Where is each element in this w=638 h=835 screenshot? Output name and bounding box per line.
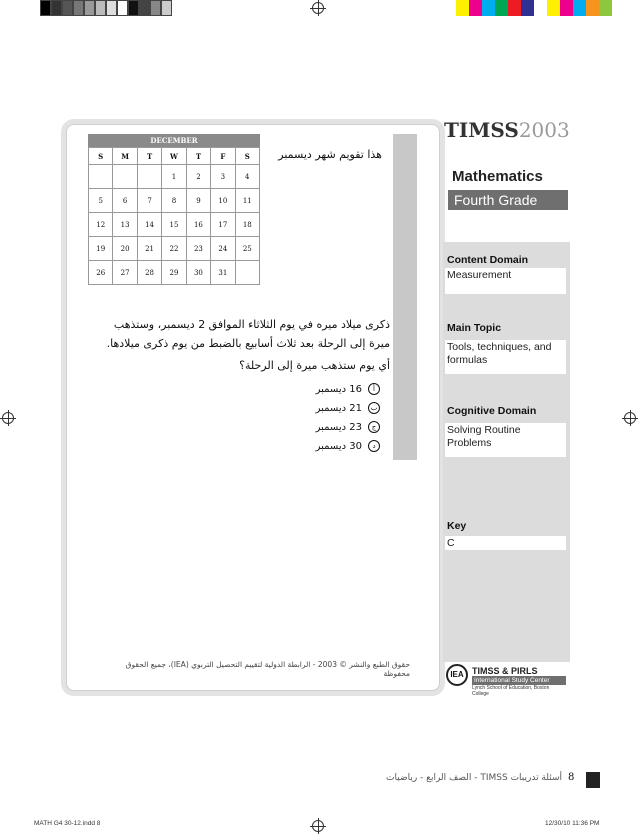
calendar-grid bbox=[88, 147, 260, 285]
registration-mark-icon bbox=[312, 820, 324, 832]
main-topic-value: Tools, techniques, and formulas bbox=[445, 340, 566, 374]
question-prompt: هذا تقويم شهر ديسمبر bbox=[278, 148, 382, 161]
calendar-date: 1 bbox=[162, 165, 186, 189]
timss-year: 2003 bbox=[518, 118, 570, 142]
calendar-date: 29 bbox=[162, 261, 186, 285]
calendar-date: 5 bbox=[89, 189, 113, 213]
grayscale-swatch bbox=[117, 0, 128, 16]
study-center-logo bbox=[472, 666, 566, 697]
calendar-date: 19 bbox=[89, 237, 113, 261]
calendar-day-name: T bbox=[138, 148, 162, 165]
grayscale-swatch bbox=[139, 0, 150, 16]
calendar-date: 22 bbox=[162, 237, 186, 261]
calendar-date: 13 bbox=[113, 213, 137, 237]
calendar-date: 8 bbox=[162, 189, 186, 213]
calendar-date: 26 bbox=[89, 261, 113, 285]
grayscale-swatch bbox=[128, 0, 139, 16]
calendar-date bbox=[236, 261, 260, 285]
calendar-date: 9 bbox=[187, 189, 211, 213]
calendar-date: 17 bbox=[211, 213, 235, 237]
main-topic-label: Main Topic bbox=[447, 322, 502, 334]
page-footer: أسئلة تدريبات TIMSS - الصف الرابع - رياضيات bbox=[386, 773, 562, 783]
timss-logo bbox=[444, 118, 570, 142]
color-swatch bbox=[456, 0, 469, 16]
grayscale-swatch bbox=[84, 0, 95, 16]
calendar-date: 15 bbox=[162, 213, 186, 237]
calendar-date: 3 bbox=[211, 165, 235, 189]
color-swatch bbox=[521, 0, 534, 16]
content-domain-label: Content Domain bbox=[447, 254, 529, 266]
calendar-date: 25 bbox=[236, 237, 260, 261]
calendar-day-name: T bbox=[187, 148, 211, 165]
calendar-month: DECEMBER bbox=[88, 134, 260, 147]
calendar-date: 12 bbox=[89, 213, 113, 237]
copyright-line: حقوق الطبع والنشر © 2003 - الرابطة الدولية لتقييم التحصيل التربوي (IEA)، جميع الحقوق محفوظة bbox=[125, 660, 410, 678]
color-swatch bbox=[599, 0, 612, 16]
calendar-date: 18 bbox=[236, 213, 260, 237]
registration-mark-icon bbox=[2, 412, 14, 424]
color-swatch bbox=[573, 0, 586, 16]
slug-file: MATH G4 30-12.indd 8 bbox=[34, 820, 101, 827]
grayscale-swatch bbox=[161, 0, 172, 16]
calendar-date: 10 bbox=[211, 189, 235, 213]
subject-title: Mathematics bbox=[452, 168, 543, 185]
calendar-date bbox=[138, 165, 162, 189]
registration-mark-icon bbox=[624, 412, 636, 424]
study-center-affiliation: Lynch School of Education, Boston College bbox=[472, 685, 550, 697]
calendar-day-name: W bbox=[162, 148, 186, 165]
timss-brand: TIMSS bbox=[444, 118, 519, 142]
calendar-date bbox=[89, 165, 113, 189]
iea-logo: IEA bbox=[446, 664, 468, 686]
option-text: 16 ديسمبر bbox=[315, 383, 362, 395]
option-marker: ج bbox=[368, 421, 380, 433]
grayscale-swatch bbox=[95, 0, 106, 16]
calendar-date: 30 bbox=[187, 261, 211, 285]
calendar-date: 20 bbox=[113, 237, 137, 261]
calendar-date bbox=[113, 165, 137, 189]
question-side-strip bbox=[393, 134, 417, 460]
question-body-line-1: ذكرى ميلاد ميره في يوم الثلاثاء الموافق 2 ديسمبر، وستذهب bbox=[113, 318, 390, 331]
calendar-date: 21 bbox=[138, 237, 162, 261]
grayscale-swatch bbox=[106, 0, 117, 16]
calendar-date: 4 bbox=[236, 165, 260, 189]
grayscale-swatch bbox=[150, 0, 161, 16]
registration-mark-icon bbox=[312, 2, 324, 14]
option-text: 23 ديسمبر bbox=[315, 421, 362, 433]
calendar-date: 7 bbox=[138, 189, 162, 213]
content-domain-value: Measurement bbox=[445, 268, 566, 294]
option-text: 21 ديسمبر bbox=[315, 402, 362, 414]
answer-option[interactable] bbox=[300, 439, 380, 453]
cognitive-domain-value: Solving Routine Problems bbox=[445, 423, 566, 457]
calendar-date: 27 bbox=[113, 261, 137, 285]
option-marker: أ bbox=[368, 383, 380, 395]
grayscale-swatch bbox=[51, 0, 62, 16]
answer-option[interactable] bbox=[300, 401, 380, 415]
answer-option[interactable] bbox=[300, 420, 380, 434]
study-center-subtitle: International Study Center bbox=[472, 676, 566, 685]
question-ask: أي يوم ستذهب ميرة إلى الرحلة؟ bbox=[239, 359, 390, 372]
calendar-date: 28 bbox=[138, 261, 162, 285]
answer-option[interactable] bbox=[300, 382, 380, 396]
option-text: 30 ديسمبر bbox=[315, 440, 362, 452]
calendar-day-name: F bbox=[211, 148, 235, 165]
calendar-date: 11 bbox=[236, 189, 260, 213]
calendar-date: 6 bbox=[113, 189, 137, 213]
study-center-title: TIMSS & PIRLS bbox=[472, 666, 538, 676]
calendar-date: 24 bbox=[211, 237, 235, 261]
grade-band: Fourth Grade bbox=[448, 190, 568, 210]
calendar-date: 14 bbox=[138, 213, 162, 237]
cognitive-domain-label: Cognitive Domain bbox=[447, 405, 537, 417]
color-swatch bbox=[534, 0, 547, 16]
page-number: 8 bbox=[568, 772, 575, 783]
key-label: Key bbox=[447, 520, 467, 532]
calendar-date: 2 bbox=[187, 165, 211, 189]
option-marker: د bbox=[368, 440, 380, 452]
color-swatch bbox=[495, 0, 508, 16]
color-swatch bbox=[482, 0, 495, 16]
color-swatch bbox=[469, 0, 482, 16]
color-swatch bbox=[508, 0, 521, 16]
calendar-day-name: M bbox=[113, 148, 137, 165]
key-value: C bbox=[445, 536, 566, 550]
slug-date: 12/30/10 11:36 PM bbox=[545, 820, 600, 827]
color-swatch bbox=[560, 0, 573, 16]
color-swatch bbox=[586, 0, 599, 16]
color-swatch bbox=[547, 0, 560, 16]
option-marker: ب bbox=[368, 402, 380, 414]
calendar-date: 31 bbox=[211, 261, 235, 285]
page-number-block bbox=[586, 772, 600, 788]
calendar-date: 16 bbox=[187, 213, 211, 237]
grayscale-swatch bbox=[62, 0, 73, 16]
calendar-date: 23 bbox=[187, 237, 211, 261]
grayscale-swatch bbox=[73, 0, 84, 16]
question-body-line-2: ميرة إلى الرحلة بعد ثلاث أسابيع بالضبط من يوم ذكرى ميلادها. bbox=[106, 337, 390, 350]
calendar-day-name: S bbox=[89, 148, 113, 165]
calendar-day-name: S bbox=[236, 148, 260, 165]
grayscale-swatch bbox=[40, 0, 51, 16]
